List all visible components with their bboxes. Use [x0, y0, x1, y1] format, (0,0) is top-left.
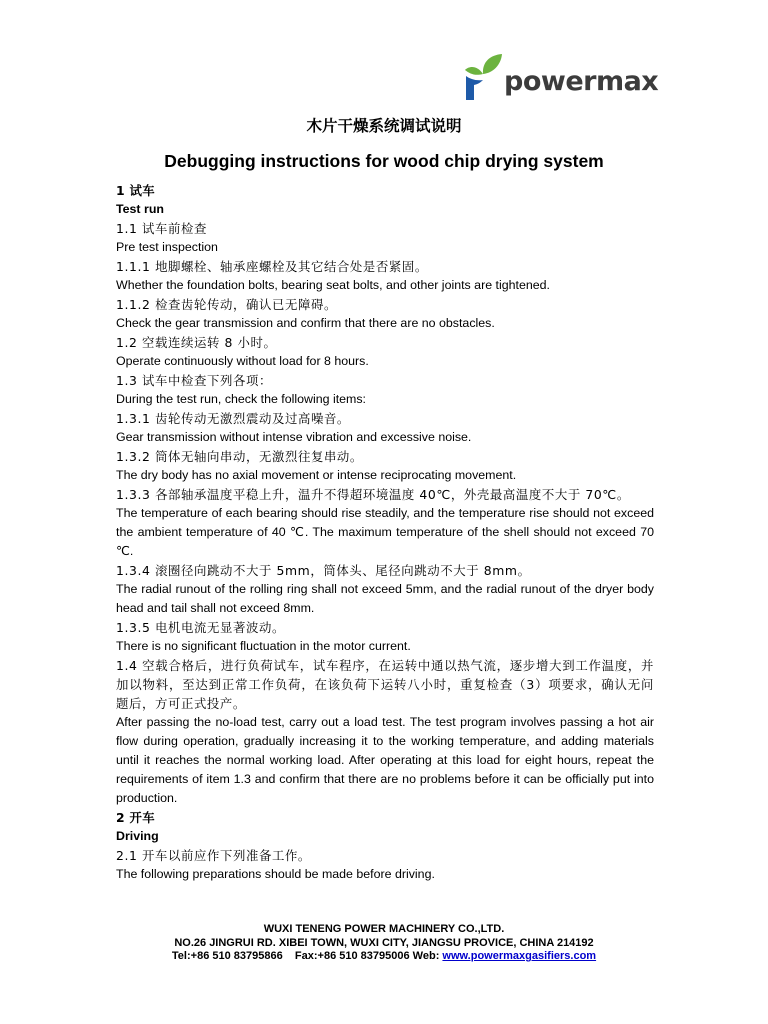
paragraph-english: Test run	[116, 202, 164, 216]
paragraph-chinese: 1.3.3 各部轴承温度平稳上升，温升不得超环境温度 40℃，外壳最高温度不大于 70℃。	[116, 487, 630, 502]
paragraph-english: Driving	[116, 829, 159, 843]
paragraph-chinese: 1.3 试车中检查下列各项：	[116, 373, 272, 388]
footer-contact	[0, 950, 768, 964]
document-title-english: Debugging instructions for wood chip drying system	[164, 151, 604, 171]
powermax-logo-mark-icon	[462, 52, 506, 102]
paragraph-english: Pre test inspection	[116, 240, 218, 254]
paragraph-chinese: 2 开车	[116, 810, 155, 825]
paragraph-chinese: 1.1.1 地脚螺栓、轴承座螺栓及其它结合处是否紧固。	[116, 259, 428, 274]
paragraph-chinese: 1.3.5 电机电流无显著波动。	[116, 620, 285, 635]
footer-company: WUXI TENENG POWER MACHINERY CO.,LTD.	[263, 923, 505, 935]
paragraph-english: Gear transmission without intense vibration and excessive noise.	[116, 430, 472, 444]
paragraph-chinese: 1.3.4 滚圈径向跳动不大于 5mm，筒体头、尾径向跳动不大于 8mm。	[116, 563, 531, 578]
paragraph-chinese: 1.3.2 筒体无轴向串动，无激烈往复串动。	[116, 449, 363, 464]
logo-wordmark: powermax	[504, 66, 659, 97]
paragraph-english: Check the gear transmission and confirm that there are no obstacles.	[116, 316, 495, 330]
paragraph-chinese: 1.1.2 检查齿轮传动，确认已无障碍。	[116, 297, 337, 312]
website-link[interactable]: www.powermaxgasifiers.com	[442, 950, 597, 962]
powermax-logo	[462, 52, 659, 106]
paragraph-english: During the test run, check the following items:	[116, 392, 366, 406]
paragraph-english: The temperature of each bearing should rise steadily, and the temperature rise should not exceed the ambient temperature of 40 ℃. The maximum temperature of the shell should not exceed 70 ℃.	[116, 506, 654, 558]
paragraph-chinese: 1.2 空载连续运转 8 小时。	[116, 335, 277, 350]
footer-contact-text: Tel:+86 510 83795866 Fax:+86 510 83795006 Web:	[171, 950, 443, 962]
paragraph-chinese: 1.4 空载合格后，进行负荷试车，试车程序，在运转中通以热气流，逐步增大到工作温度，并加以物料，至达到正常工作负荷，在该负荷下运转八小时，重复检查（3）项要求，确认无问题后，方可正式投产。	[116, 658, 654, 711]
paragraph-english: The dry body has no axial movement or intense reciprocating movement.	[116, 468, 517, 482]
paragraph-english: The radial runout of the rolling ring shall not exceed 5mm, and the radial runout of the dryer body head and tail shall not exceed 8mm.	[116, 582, 654, 615]
paragraph-chinese: 1.3.1 齿轮传动无激烈震动及过高噪音。	[116, 411, 350, 426]
document-body	[116, 181, 654, 884]
page-footer	[0, 923, 768, 964]
paragraph-english: Operate continuously without load for 8 hours.	[116, 354, 369, 368]
paragraph-chinese: 1 试车	[116, 183, 155, 198]
paragraph-english: Whether the foundation bolts, bearing seat bolts, and other joints are tightened.	[116, 278, 550, 292]
paragraph-chinese: 1.1 试车前检查	[116, 221, 207, 236]
paragraph-english: After passing the no-load test, carry out a load test. The test program involves passing a hot air flow during operation, gradually increasing it to the working temperature, and adding materials until it reaches the normal working load. After operating at this load for eight hours, repeat the requirements of item 1.3 and confirm that there are no problems before it can be officially put into production.	[116, 715, 654, 805]
paragraph-chinese: 2.1 开车以前应作下列准备工作。	[116, 848, 311, 863]
footer-address: NO.26 JINGRUI RD. XIBEI TOWN, WUXI CITY, JIANGSU PROVICE, CHINA 214192	[174, 936, 594, 949]
document-title-chinese: 木片干燥系统调试说明	[306, 117, 462, 135]
paragraph-english: There is no significant fluctuation in the motor current.	[116, 639, 411, 653]
paragraph-english: The following preparations should be made before driving.	[116, 867, 435, 881]
